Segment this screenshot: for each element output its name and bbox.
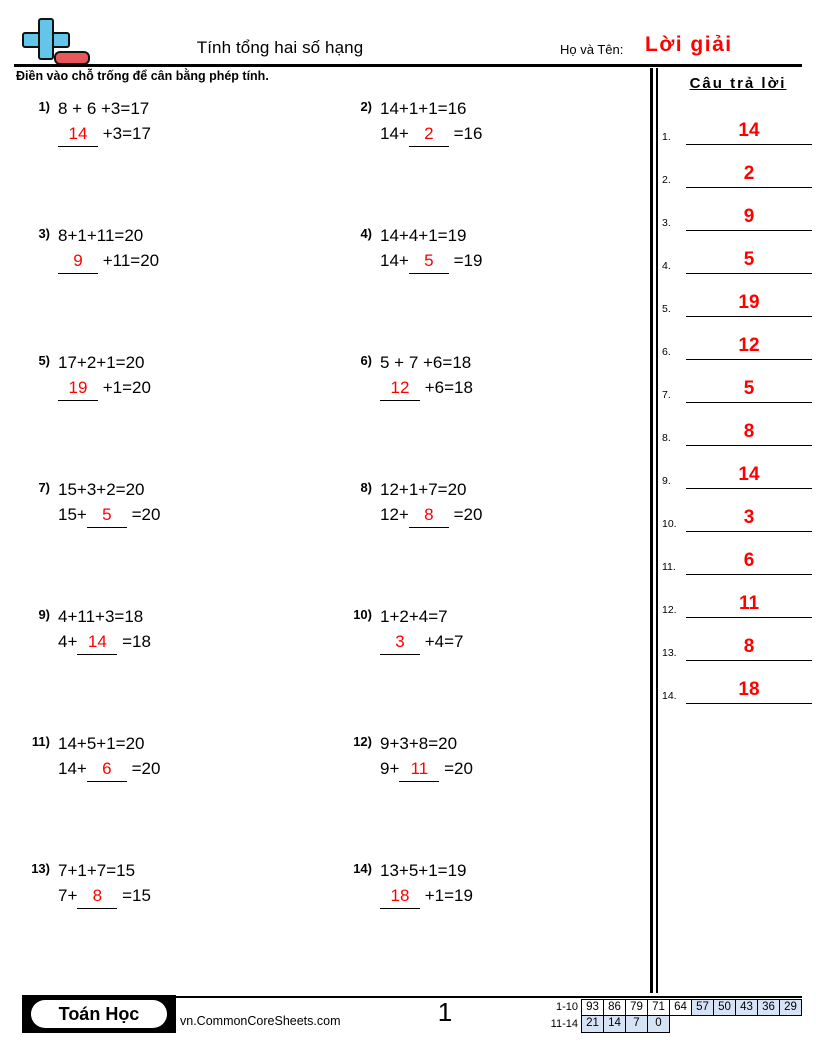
page-header <box>0 0 816 68</box>
equation-suffix: =19 <box>448 251 483 270</box>
score-cell: 86 <box>603 999 626 1016</box>
score-cell: 64 <box>669 999 692 1016</box>
answer-value[interactable]: 18 <box>686 676 812 704</box>
score-cell: 0 <box>647 1015 670 1033</box>
problem-body <box>380 477 482 528</box>
problem-body <box>58 223 159 274</box>
answer-blank[interactable]: 19 <box>58 375 98 401</box>
score-row-label: 11-14 <box>550 1018 578 1030</box>
answer-blank[interactable]: 14 <box>58 121 98 147</box>
answer-value[interactable]: 8 <box>686 418 812 446</box>
equation-prefix: 14+ <box>58 759 87 778</box>
answer-value[interactable]: 8 <box>686 633 812 661</box>
website-url: vn.CommonCoreSheets.com <box>180 1014 341 1028</box>
equation-suffix: =20 <box>126 759 161 778</box>
answer-value[interactable]: 2 <box>686 160 812 188</box>
score-cell: 7 <box>625 1015 648 1033</box>
equation-suffix: +1=20 <box>98 378 151 397</box>
problem-row <box>0 96 650 223</box>
answer-index: 8. <box>662 432 671 444</box>
answer-blank[interactable]: 11 <box>399 756 439 782</box>
answer-blank[interactable]: 9 <box>58 248 98 274</box>
score-cell: 50 <box>713 999 736 1016</box>
answer-index: 12. <box>662 604 677 616</box>
answer-list <box>660 104 816 706</box>
answer-index: 9. <box>662 475 671 487</box>
problem-answer-line <box>58 629 151 655</box>
problem-number: 13) <box>31 861 50 876</box>
answer-item <box>660 104 816 147</box>
answer-value[interactable]: 14 <box>686 117 812 145</box>
equation-prefix: 4+ <box>58 632 78 651</box>
equation-suffix: +11=20 <box>98 251 160 270</box>
equation-prefix: 9+ <box>380 759 400 778</box>
problems-area <box>0 96 650 985</box>
problem-equation: 8+1+11=20 <box>58 226 144 245</box>
score-row <box>542 999 802 1016</box>
problem-body <box>58 731 160 782</box>
answer-item <box>660 491 816 534</box>
score-cell: 71 <box>647 999 670 1016</box>
answer-item <box>660 233 816 276</box>
page-title: Tính tổng hai số hạng <box>196 38 364 57</box>
answer-index: 11. <box>662 561 676 573</box>
score-cell: 93 <box>581 999 604 1016</box>
answer-index: 4. <box>662 260 671 272</box>
score-cell: 79 <box>625 999 648 1016</box>
problem-body <box>58 477 160 528</box>
equation-suffix: =15 <box>117 886 151 905</box>
problem-body <box>380 96 482 147</box>
page-number: 1 <box>437 997 453 1027</box>
score-row <box>542 1016 802 1033</box>
problem-equation: 17+2+1=20 <box>58 353 145 372</box>
problem-equation: 12+1+7=20 <box>380 480 467 499</box>
score-cell: 43 <box>735 999 758 1016</box>
answer-index: 2. <box>662 174 671 186</box>
equation-suffix: +6=18 <box>420 378 473 397</box>
score-cells <box>582 999 802 1016</box>
answer-value[interactable]: 19 <box>686 289 812 317</box>
problem-answer-line <box>380 375 473 401</box>
answer-blank[interactable]: 12 <box>380 375 420 401</box>
equation-suffix: +1=19 <box>420 886 473 905</box>
problem-equation: 4+11+3=18 <box>58 607 144 626</box>
score-cells <box>582 1016 670 1033</box>
problem-equation: 7+1+7=15 <box>58 861 136 880</box>
problem-number: 6) <box>360 353 372 368</box>
score-cell: 57 <box>691 999 714 1016</box>
problem-equation: 14+5+1=20 <box>58 734 145 753</box>
name-value: Lời giải <box>645 33 733 56</box>
problem-answer-line <box>380 629 464 655</box>
answer-column-title: Câu trả lời <box>689 75 787 92</box>
answer-value[interactable]: 5 <box>686 246 812 274</box>
problem-answer-line <box>58 883 151 909</box>
answer-value[interactable]: 9 <box>686 203 812 231</box>
answer-item <box>660 362 816 405</box>
problem-equation: 9+3+8=20 <box>380 734 458 753</box>
problem-body <box>58 96 151 147</box>
answer-blank[interactable]: 18 <box>380 883 420 909</box>
score-table <box>542 999 802 1033</box>
answer-index: 1. <box>662 131 671 143</box>
score-cell: 14 <box>603 1015 626 1033</box>
answer-blank[interactable]: 2 <box>409 121 449 147</box>
score-cell: 36 <box>757 999 780 1016</box>
problem-equation: 1+2+4=7 <box>380 607 448 626</box>
column-divider-thick <box>650 68 653 993</box>
score-cell: 21 <box>581 1015 604 1033</box>
answer-blank[interactable]: 14 <box>77 629 117 655</box>
equation-prefix: 12+ <box>380 505 409 524</box>
problem-equation: 8 + 6 +3=17 <box>58 99 150 118</box>
answer-item <box>660 620 816 663</box>
answer-blank[interactable]: 6 <box>87 756 127 782</box>
problem-body <box>58 350 151 401</box>
score-cell: 29 <box>779 999 802 1016</box>
answer-item <box>660 276 816 319</box>
answer-value[interactable]: 3 <box>686 504 812 532</box>
equation-suffix: +4=7 <box>420 632 464 651</box>
equation-suffix: =20 <box>439 759 473 778</box>
problem-number: 1) <box>38 99 50 114</box>
problem-row <box>0 731 650 858</box>
problem-number: 8) <box>360 480 372 495</box>
problem-body <box>380 223 482 274</box>
problem-answer-line <box>380 248 482 274</box>
brand-badge <box>22 995 176 1033</box>
problem-answer-line <box>380 502 482 528</box>
header-divider <box>14 64 802 67</box>
problem-number: 2) <box>360 99 372 114</box>
problem-row <box>0 858 650 985</box>
equation-suffix: =18 <box>117 632 151 651</box>
score-row-label: 1-10 <box>555 1001 578 1013</box>
answer-column <box>660 68 816 706</box>
problem-body <box>380 350 473 401</box>
problem-number: 4) <box>360 226 372 241</box>
problem-row <box>0 604 650 731</box>
answer-item <box>660 405 816 448</box>
answer-index: 14. <box>662 690 677 702</box>
answer-index: 13. <box>662 647 677 659</box>
equation-prefix: 14+ <box>380 251 409 270</box>
equation-suffix: =20 <box>448 505 483 524</box>
equation-suffix: +3=17 <box>98 124 151 143</box>
problem-body <box>58 604 151 655</box>
problem-answer-line <box>58 121 151 147</box>
problem-row <box>0 477 650 604</box>
answer-index: 5. <box>662 303 671 315</box>
answer-item <box>660 577 816 620</box>
problem-number: 10) <box>353 607 372 622</box>
answer-blank[interactable]: 3 <box>380 629 420 655</box>
answer-blank[interactable]: 8 <box>77 883 117 909</box>
answer-index: 6. <box>662 346 671 358</box>
answer-item <box>660 534 816 577</box>
problem-answer-line <box>58 375 151 401</box>
problem-number: 7) <box>38 480 50 495</box>
equation-prefix: 15+ <box>58 505 87 524</box>
answer-blank[interactable]: 5 <box>87 502 127 528</box>
brand-label: Toán Học <box>31 1000 167 1028</box>
problem-equation: 15+3+2=20 <box>58 480 145 499</box>
problem-equation: 13+5+1=19 <box>380 861 467 880</box>
problem-row <box>0 223 650 350</box>
answer-blank[interactable]: 8 <box>409 502 449 528</box>
problem-body <box>58 858 151 909</box>
answer-item <box>660 663 816 706</box>
problem-number: 11) <box>31 734 50 749</box>
problem-number: 14) <box>353 861 372 876</box>
page-footer <box>0 992 816 1056</box>
problem-number: 9) <box>38 607 50 622</box>
answer-value[interactable]: 5 <box>686 375 812 403</box>
answer-item <box>660 190 816 233</box>
problem-answer-line <box>380 121 482 147</box>
instruction-text: Điền vào chỗ trống để cân bằng phép tính. <box>16 69 269 83</box>
problem-number: 5) <box>38 353 50 368</box>
problem-answer-line <box>380 883 473 909</box>
problem-answer-line <box>380 756 473 782</box>
problem-answer-line <box>58 756 160 782</box>
answer-item <box>660 147 816 190</box>
name-label: Họ và Tên: <box>560 42 624 57</box>
equation-prefix: 7+ <box>58 886 78 905</box>
problem-row <box>0 350 650 477</box>
answer-index: 7. <box>662 389 671 401</box>
problem-answer-line <box>58 248 159 274</box>
equation-prefix: 14+ <box>380 124 409 143</box>
answer-item <box>660 448 816 491</box>
problem-body <box>380 604 464 655</box>
answer-value[interactable]: 14 <box>686 461 812 489</box>
answer-index: 3. <box>662 217 671 229</box>
problem-number: 12) <box>353 734 372 749</box>
problem-equation: 14+1+1=16 <box>380 99 467 118</box>
problem-answer-line <box>58 502 160 528</box>
equation-suffix: =20 <box>126 505 161 524</box>
problem-body <box>380 731 473 782</box>
equation-suffix: =16 <box>448 124 483 143</box>
answer-value[interactable]: 6 <box>686 547 812 575</box>
problem-number: 3) <box>38 226 50 241</box>
answer-blank[interactable]: 5 <box>409 248 449 274</box>
answer-value[interactable]: 12 <box>686 332 812 360</box>
column-divider-thin <box>656 68 658 993</box>
problem-equation: 14+4+1=19 <box>380 226 467 245</box>
answer-item <box>660 319 816 362</box>
answer-index: 10. <box>662 518 677 530</box>
answer-value[interactable]: 11 <box>686 590 812 618</box>
problem-body <box>380 858 473 909</box>
problem-equation: 5 + 7 +6=18 <box>380 353 472 372</box>
